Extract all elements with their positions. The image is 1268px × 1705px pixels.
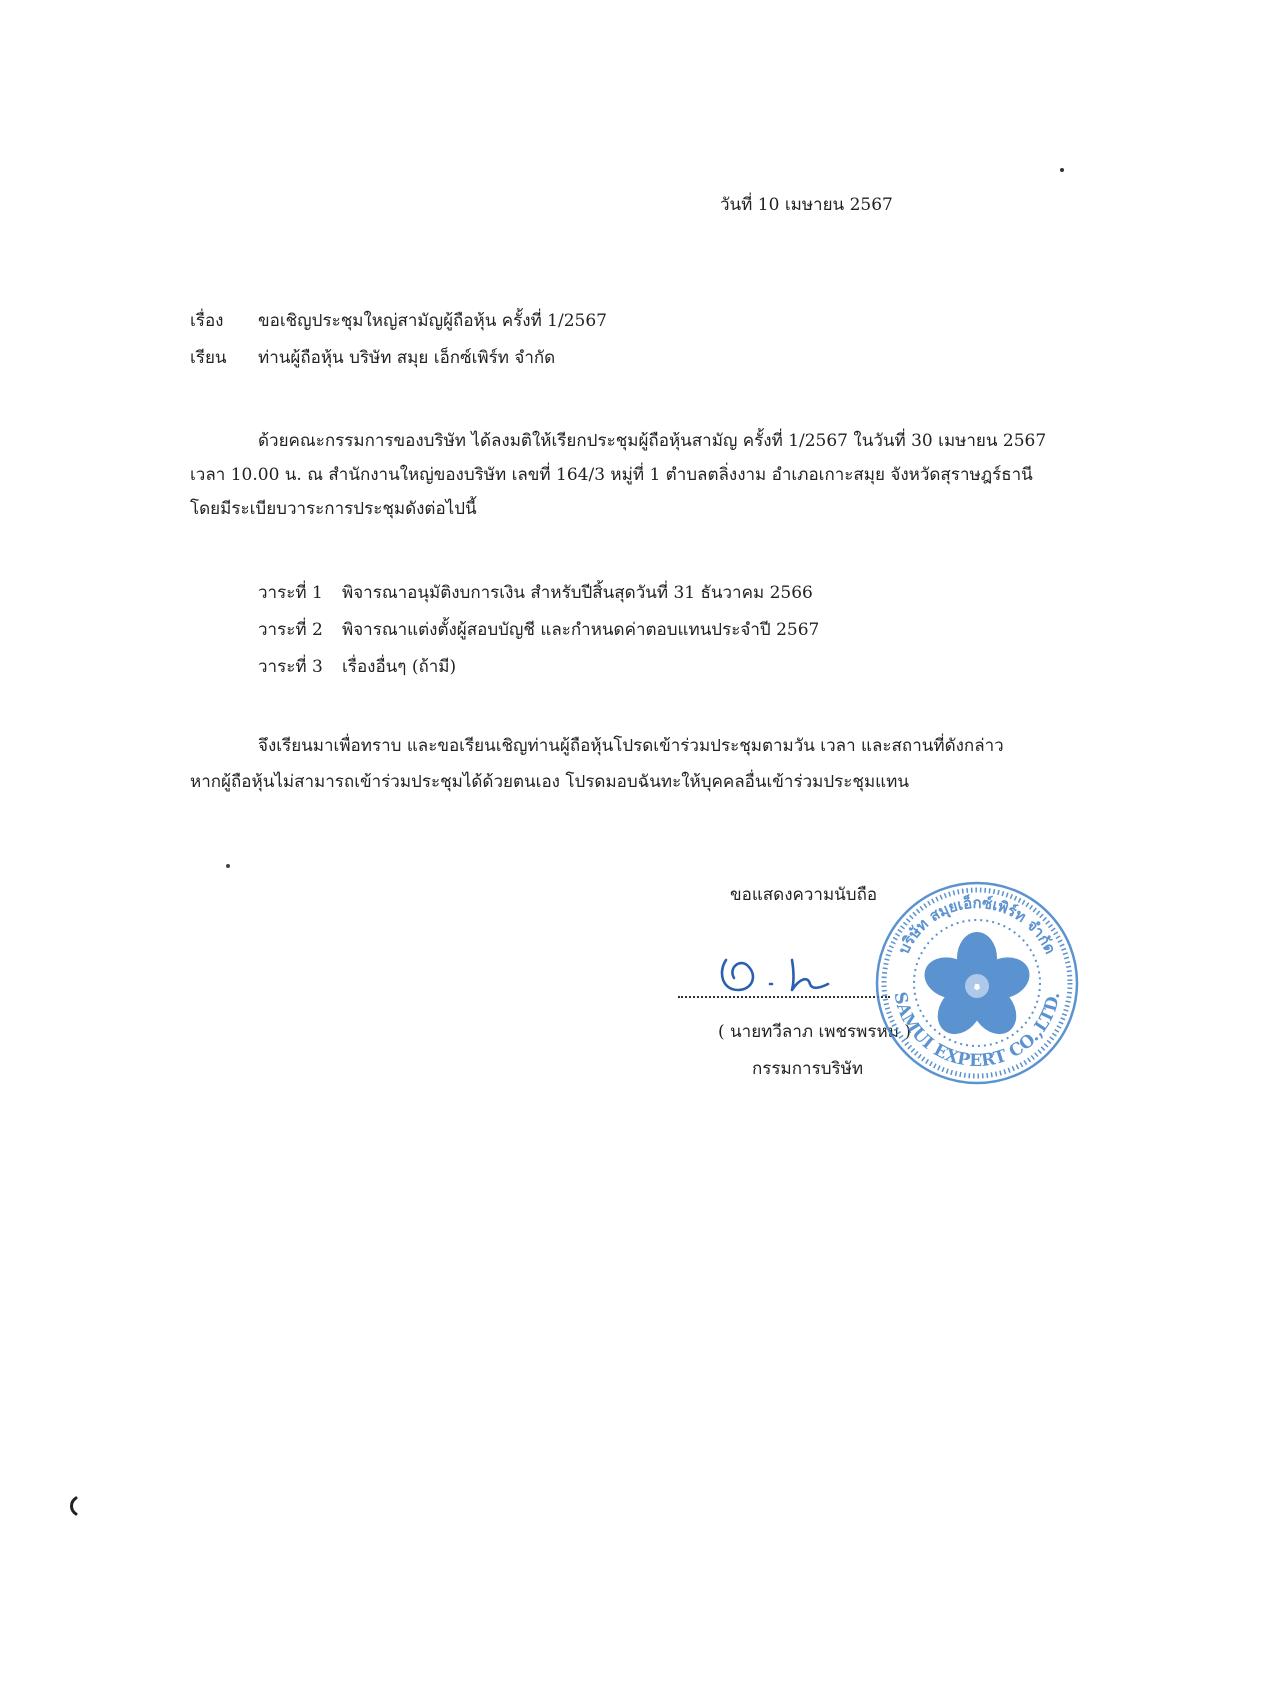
svg-text:SAMUI EXPERT CO.,LTD.: SAMUI EXPERT CO.,LTD. — [889, 990, 1065, 1072]
body2-line: หากผู้ถือหุ้นไม่สามารถเข้าร่วมประชุมได้ด้วยตนเอง โปรดมอบฉันทะให้บุคคลอื่นเข้าร่วมประชุมแทน — [190, 772, 909, 792]
body-paragraph-2 — [190, 728, 1040, 800]
agenda-item — [258, 574, 819, 611]
subject-text: ขอเชิญประชุมใหญ่สามัญผู้ถือหุ้น ครั้งที่ 1/2567 — [258, 311, 607, 331]
agenda-number: วาระที่ 1 — [258, 583, 323, 603]
body2-line: จึงเรียนมาเพื่อทราบ และขอเรียนเชิญท่านผู้ถือหุ้นโปรดเข้าร่วมประชุมตามวัน เวลา และสถานที่ดังกล่าว — [258, 736, 1004, 756]
subject-label: เรื่อง — [190, 311, 224, 331]
scan-speck — [1058, 166, 1066, 174]
recipient-label: เรียน — [190, 348, 227, 368]
agenda-item — [258, 611, 819, 648]
handwritten-signature — [712, 950, 842, 1000]
company-seal-stamp — [872, 878, 1082, 1088]
agenda-text: พิจารณาแต่งตั้งผู้สอบบัญชี และกำหนดค่าตอบแทนประจำปี 2567 — [342, 620, 820, 640]
scan-mark — [68, 1496, 80, 1518]
body1-line: ด้วยคณะกรรมการของบริษัท ได้ลงมติให้เรียกประชุมผู้ถือหุ้นสามัญ ครั้งที่ 1/2567 ในวันที่ 30 เมษายน 2567 — [258, 431, 1047, 451]
signer-position: กรรมการบริษัท — [752, 1059, 864, 1079]
scan-speck — [224, 862, 232, 870]
body1-line: เวลา 10.00 น. ณ สำนักงานใหญ่ของบริษัท เลขที่ 164/3 หมู่ที่ 1 ตำบลตลิ่งงาม อำเภอเกาะสมุย จังหวัดสุราษฎร์ธานี — [190, 465, 1033, 485]
agenda-text: เรื่องอื่นๆ (ถ้ามี) — [342, 657, 457, 677]
svg-text:บริษัท สมุยเอ็กซ์เพิร์ท จำกัด: บริษัท สมุยเอ็กซ์เพิร์ท จำกัด — [894, 893, 1060, 957]
signature-line — [678, 996, 890, 998]
body-paragraph-1 — [190, 424, 1047, 526]
letter-date: วันที่ 10 เมษายน 2567 — [720, 195, 893, 215]
body1-line: โดยมีระเบียบวาระการประชุมดังต่อไปนี้ — [190, 499, 477, 519]
agenda-list — [258, 574, 819, 685]
agenda-number: วาระที่ 3 — [258, 657, 323, 677]
agenda-item — [258, 648, 819, 685]
agenda-text: พิจารณาอนุมัติงบการเงิน สำหรับปีสิ้นสุดวันที่ 31 ธันวาคม 2566 — [342, 583, 813, 603]
recipient-text: ท่านผู้ถือหุ้น บริษัท สมุย เอ็กซ์เพิร์ท จำกัด — [258, 348, 556, 368]
closing-text: ขอแสดงความนับถือ — [730, 885, 878, 905]
agenda-number: วาระที่ 2 — [258, 620, 323, 640]
signer-name: ( นายทวีลาภ เพชรพรหม ) — [718, 1022, 911, 1042]
